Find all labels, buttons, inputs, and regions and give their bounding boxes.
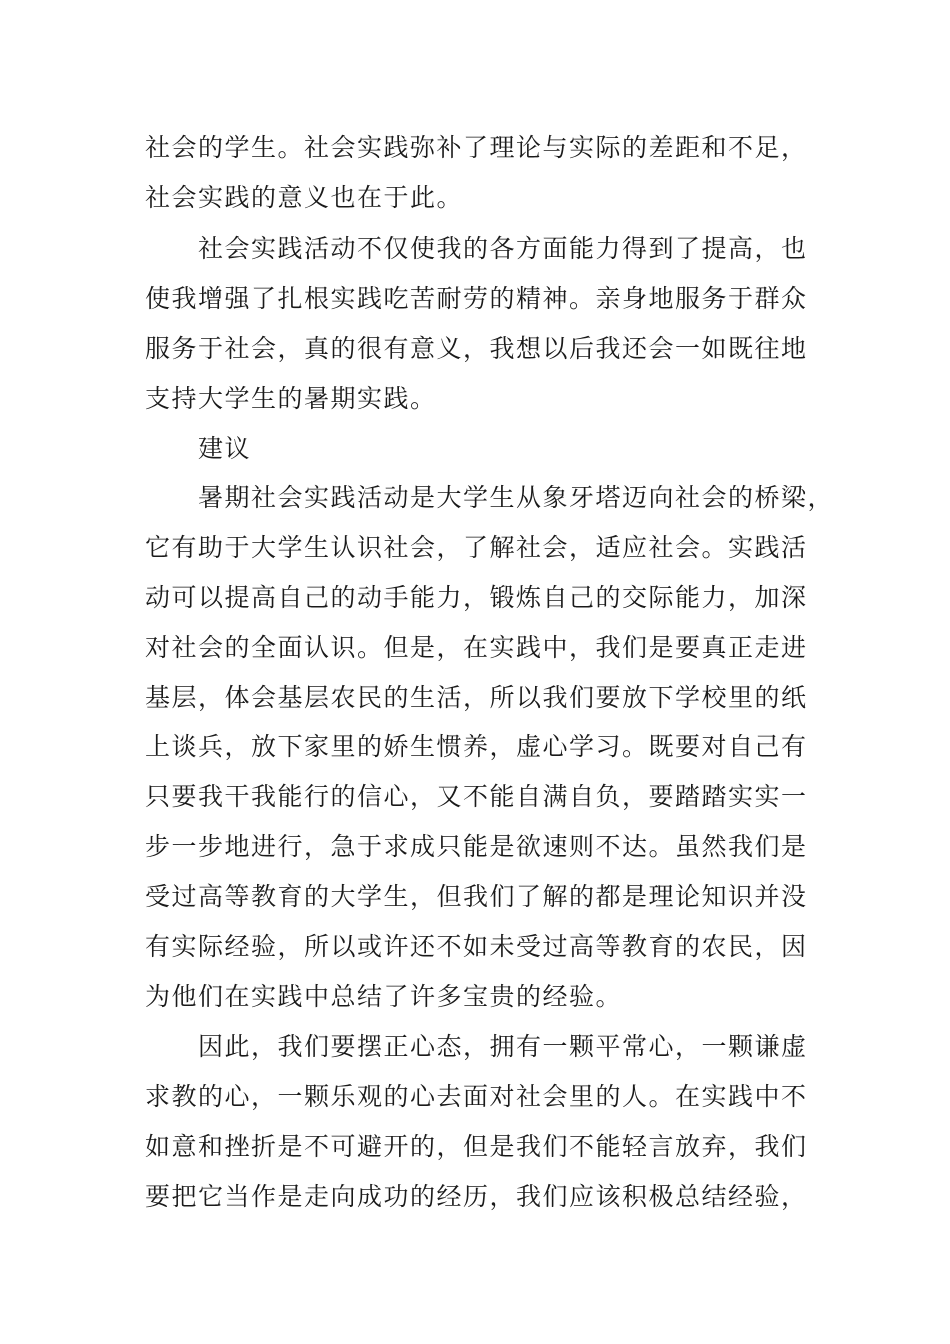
text-line: 步一步地进行，急于求成只能是欲速则不达。虽然我们是: [145, 832, 808, 861]
text-line: 社会实践活动不仅使我的各方面能力得到了提高，也: [198, 234, 808, 263]
text-line: 基层，体会基层农民的生活，所以我们要放下学校里的纸: [145, 683, 808, 712]
text-line: 服务于社会，真的很有意义，我想以后我还会一如既往地: [145, 334, 808, 363]
text-line: 受过高等教育的大学生，但我们了解的都是理论知识并没: [145, 882, 808, 911]
text-line: 只要我干我能行的信心，又不能自满自负，要踏踏实实一: [145, 782, 808, 811]
text-line: 社会实践的意义也在于此。: [145, 183, 464, 212]
text-line: 它有助于大学生认识社会，了解社会，适应社会。实践活: [145, 533, 808, 562]
text-line: 求教的心，一颗乐观的心去面对社会里的人。在实践中不: [145, 1082, 808, 1111]
section-heading: 建议: [198, 434, 252, 463]
text-line: 支持大学生的暑期实践。: [145, 384, 437, 413]
text-line: 如意和挫折是不可避开的，但是我们不能轻言放弃，我们: [145, 1132, 808, 1161]
text-line: 因此，我们要摆正心态，拥有一颗平常心，一颗谦虚: [198, 1032, 808, 1061]
text-line: 为他们在实践中总结了许多宝贵的经验。: [145, 982, 623, 1011]
text-line: 动可以提高自己的动手能力，锻炼自己的交际能力，加深: [145, 583, 808, 612]
text-line: 有实际经验，所以或许还不如未受过高等教育的农民，因: [145, 932, 808, 961]
text-line: 要把它当作是走向成功的经历，我们应该积极总结经验，: [145, 1182, 808, 1211]
text-line: 暑期社会实践活动是大学生从象牙塔迈向社会的桥梁，: [198, 483, 835, 512]
text-line: 对社会的全面认识。但是，在实践中，我们是要真正走进: [145, 633, 808, 662]
text-line: 上谈兵，放下家里的娇生惯养，虚心学习。既要对自己有: [145, 732, 808, 761]
text-line: 使我增强了扎根实践吃苦耐劳的精神。亲身地服务于群众: [145, 284, 808, 313]
text-line: 社会的学生。社会实践弥补了理论与实际的差距和不足，: [145, 133, 808, 162]
